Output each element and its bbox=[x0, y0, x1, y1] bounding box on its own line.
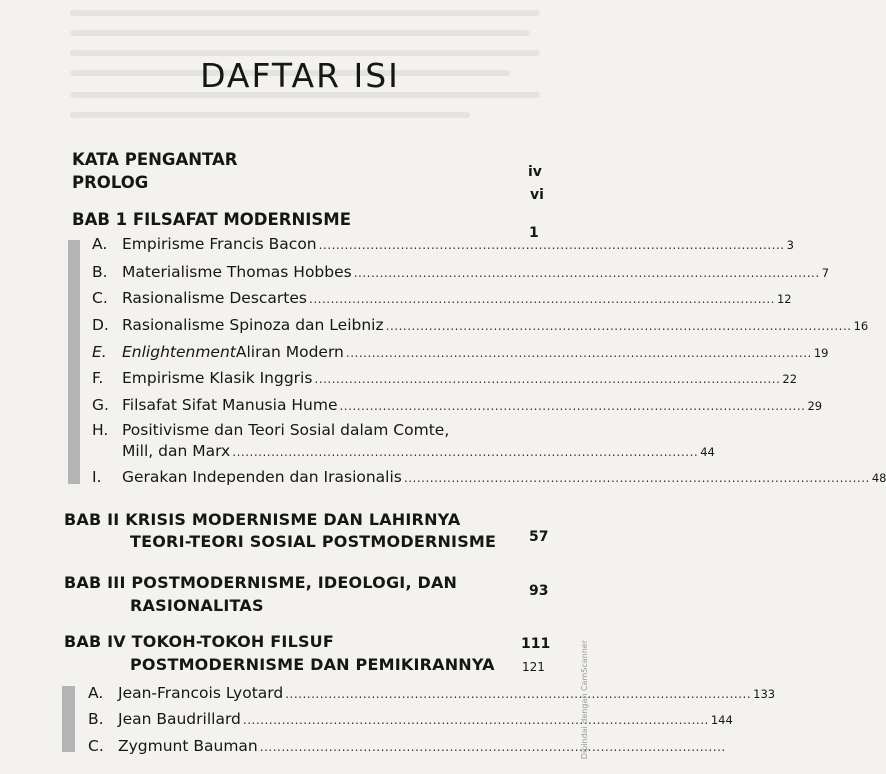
margin-bar bbox=[62, 686, 75, 752]
bab1-title: BAB 1 FILSAFAT MODERNISME bbox=[72, 210, 351, 229]
toc-prolog: PROLOG bbox=[72, 173, 149, 192]
entry-page: 133 bbox=[753, 687, 776, 701]
entry-text: Empirisme Klasik Inggris bbox=[122, 369, 313, 387]
bab4-subpage: 121 bbox=[522, 660, 545, 674]
toc-kata-pengantar: KATA PENGANTAR bbox=[72, 150, 238, 169]
entry-letter: D. bbox=[92, 316, 109, 334]
leader-dots: ............................................................................................................ bbox=[345, 346, 812, 360]
leader-dots: ............................................................................................................ bbox=[385, 319, 852, 333]
entry-letter: B. bbox=[88, 710, 104, 728]
page-title: DAFTAR ISI bbox=[200, 56, 400, 95]
leader-dots: ............................................................................................................ bbox=[285, 687, 752, 701]
entry-text: Filsafat Sifat Manusia Hume bbox=[122, 396, 338, 414]
entry-letter: A. bbox=[88, 684, 104, 702]
leader-dots: ............................................................................................................ bbox=[259, 740, 726, 754]
leader-dots: ............................................................................................................ bbox=[314, 372, 781, 386]
entry-page: 48 bbox=[871, 471, 886, 485]
toc-entry bbox=[92, 343, 829, 361]
scanner-watermark: Dipindai dengan CamScanner bbox=[580, 640, 589, 760]
entry-text: Jean Baudrillard bbox=[118, 710, 241, 728]
entry-letter: F. bbox=[92, 369, 104, 387]
toc-entry-line1 bbox=[92, 421, 550, 439]
leader-dots: ............................................................................................................ bbox=[309, 292, 775, 306]
toc-entry bbox=[92, 263, 830, 281]
entry-page: 144 bbox=[710, 713, 733, 727]
leader-dots: ............................................................................................................ bbox=[403, 471, 870, 485]
leader-dots: ............................................................................................................ bbox=[242, 713, 709, 727]
bab3-line1: BAB III POSTMODERNISME, IDEOLOGI, DAN bbox=[64, 573, 458, 592]
leader-dots: ............................................................................................................ bbox=[353, 266, 820, 280]
entry-text: Empirisme Francis Bacon bbox=[122, 235, 317, 253]
bab4-line2: POSTMODERNISME DAN PEMIKIRANNYA bbox=[130, 655, 495, 674]
toc-entry bbox=[92, 468, 886, 486]
entry-letter: C. bbox=[88, 737, 104, 755]
entry-text: Zygmunt Bauman bbox=[118, 737, 258, 755]
toc-entry bbox=[88, 684, 776, 702]
toc-entry bbox=[92, 235, 794, 253]
leader-dots: ............................................................................................................ bbox=[232, 445, 699, 459]
entry-page: 19 bbox=[813, 346, 829, 360]
toc-entry bbox=[88, 710, 733, 728]
toc-kata-pengantar-page: iv bbox=[528, 164, 542, 180]
entry-letter: A. bbox=[92, 235, 108, 253]
toc-entry bbox=[122, 442, 715, 460]
entry-letter: H. bbox=[92, 421, 109, 439]
toc-entry bbox=[92, 289, 792, 307]
entry-page: 7 bbox=[821, 266, 830, 280]
leader-dots: ............................................................................................................ bbox=[318, 238, 785, 252]
entry-page: 3 bbox=[786, 238, 794, 252]
entry-text: Materialisme Thomas Hobbes bbox=[122, 263, 352, 281]
entry-text-italic: Enlightenment bbox=[122, 343, 236, 361]
entry-page: 22 bbox=[782, 372, 798, 386]
leader-dots: ............................................................................................................ bbox=[339, 399, 806, 413]
entry-text: Aliran Modern bbox=[235, 343, 344, 361]
entry-letter: C. bbox=[92, 289, 108, 307]
entry-text: Positivisme dan Teori Sosial dalam Comte, bbox=[122, 421, 450, 439]
bab2-line2: TEORI-TEORI SOSIAL POSTMODERNISME bbox=[130, 532, 497, 551]
bab2-line1: BAB II KRISIS MODERNISME DAN LAHIRNYA bbox=[64, 510, 461, 529]
bab1-page: 1 bbox=[529, 225, 539, 241]
toc-prolog-page: vi bbox=[530, 187, 544, 203]
entry-letter: B. bbox=[92, 263, 108, 281]
bab3-line2: RASIONALITAS bbox=[130, 596, 264, 615]
toc-entry bbox=[92, 316, 869, 334]
entry-text: Gerakan Independen dan Irasionalis bbox=[122, 468, 402, 486]
entry-text: Jean-Francois Lyotard bbox=[118, 684, 284, 702]
bab4-line1: BAB IV TOKOH-TOKOH FILSUF bbox=[64, 632, 335, 651]
entry-letter: I. bbox=[92, 468, 102, 486]
entry-page: 16 bbox=[853, 319, 869, 333]
entry-page: 12 bbox=[776, 292, 792, 306]
toc-entry bbox=[92, 396, 823, 414]
entry-text: Rasionalisme Spinoza dan Leibniz bbox=[122, 316, 384, 334]
entry-letter: G. bbox=[92, 396, 109, 414]
toc-entry bbox=[92, 369, 798, 387]
entry-text: Rasionalisme Descartes bbox=[122, 289, 307, 307]
bab4-page: 111 bbox=[521, 636, 551, 652]
entry-letter: E. bbox=[92, 343, 107, 361]
bab3-page: 93 bbox=[529, 583, 549, 599]
entry-page: 29 bbox=[807, 399, 823, 413]
toc-entry bbox=[88, 737, 726, 755]
margin-bar bbox=[68, 240, 80, 484]
entry-page: 44 bbox=[700, 445, 715, 459]
entry-text: Mill, dan Marx bbox=[122, 442, 231, 460]
bab2-page: 57 bbox=[529, 529, 549, 545]
